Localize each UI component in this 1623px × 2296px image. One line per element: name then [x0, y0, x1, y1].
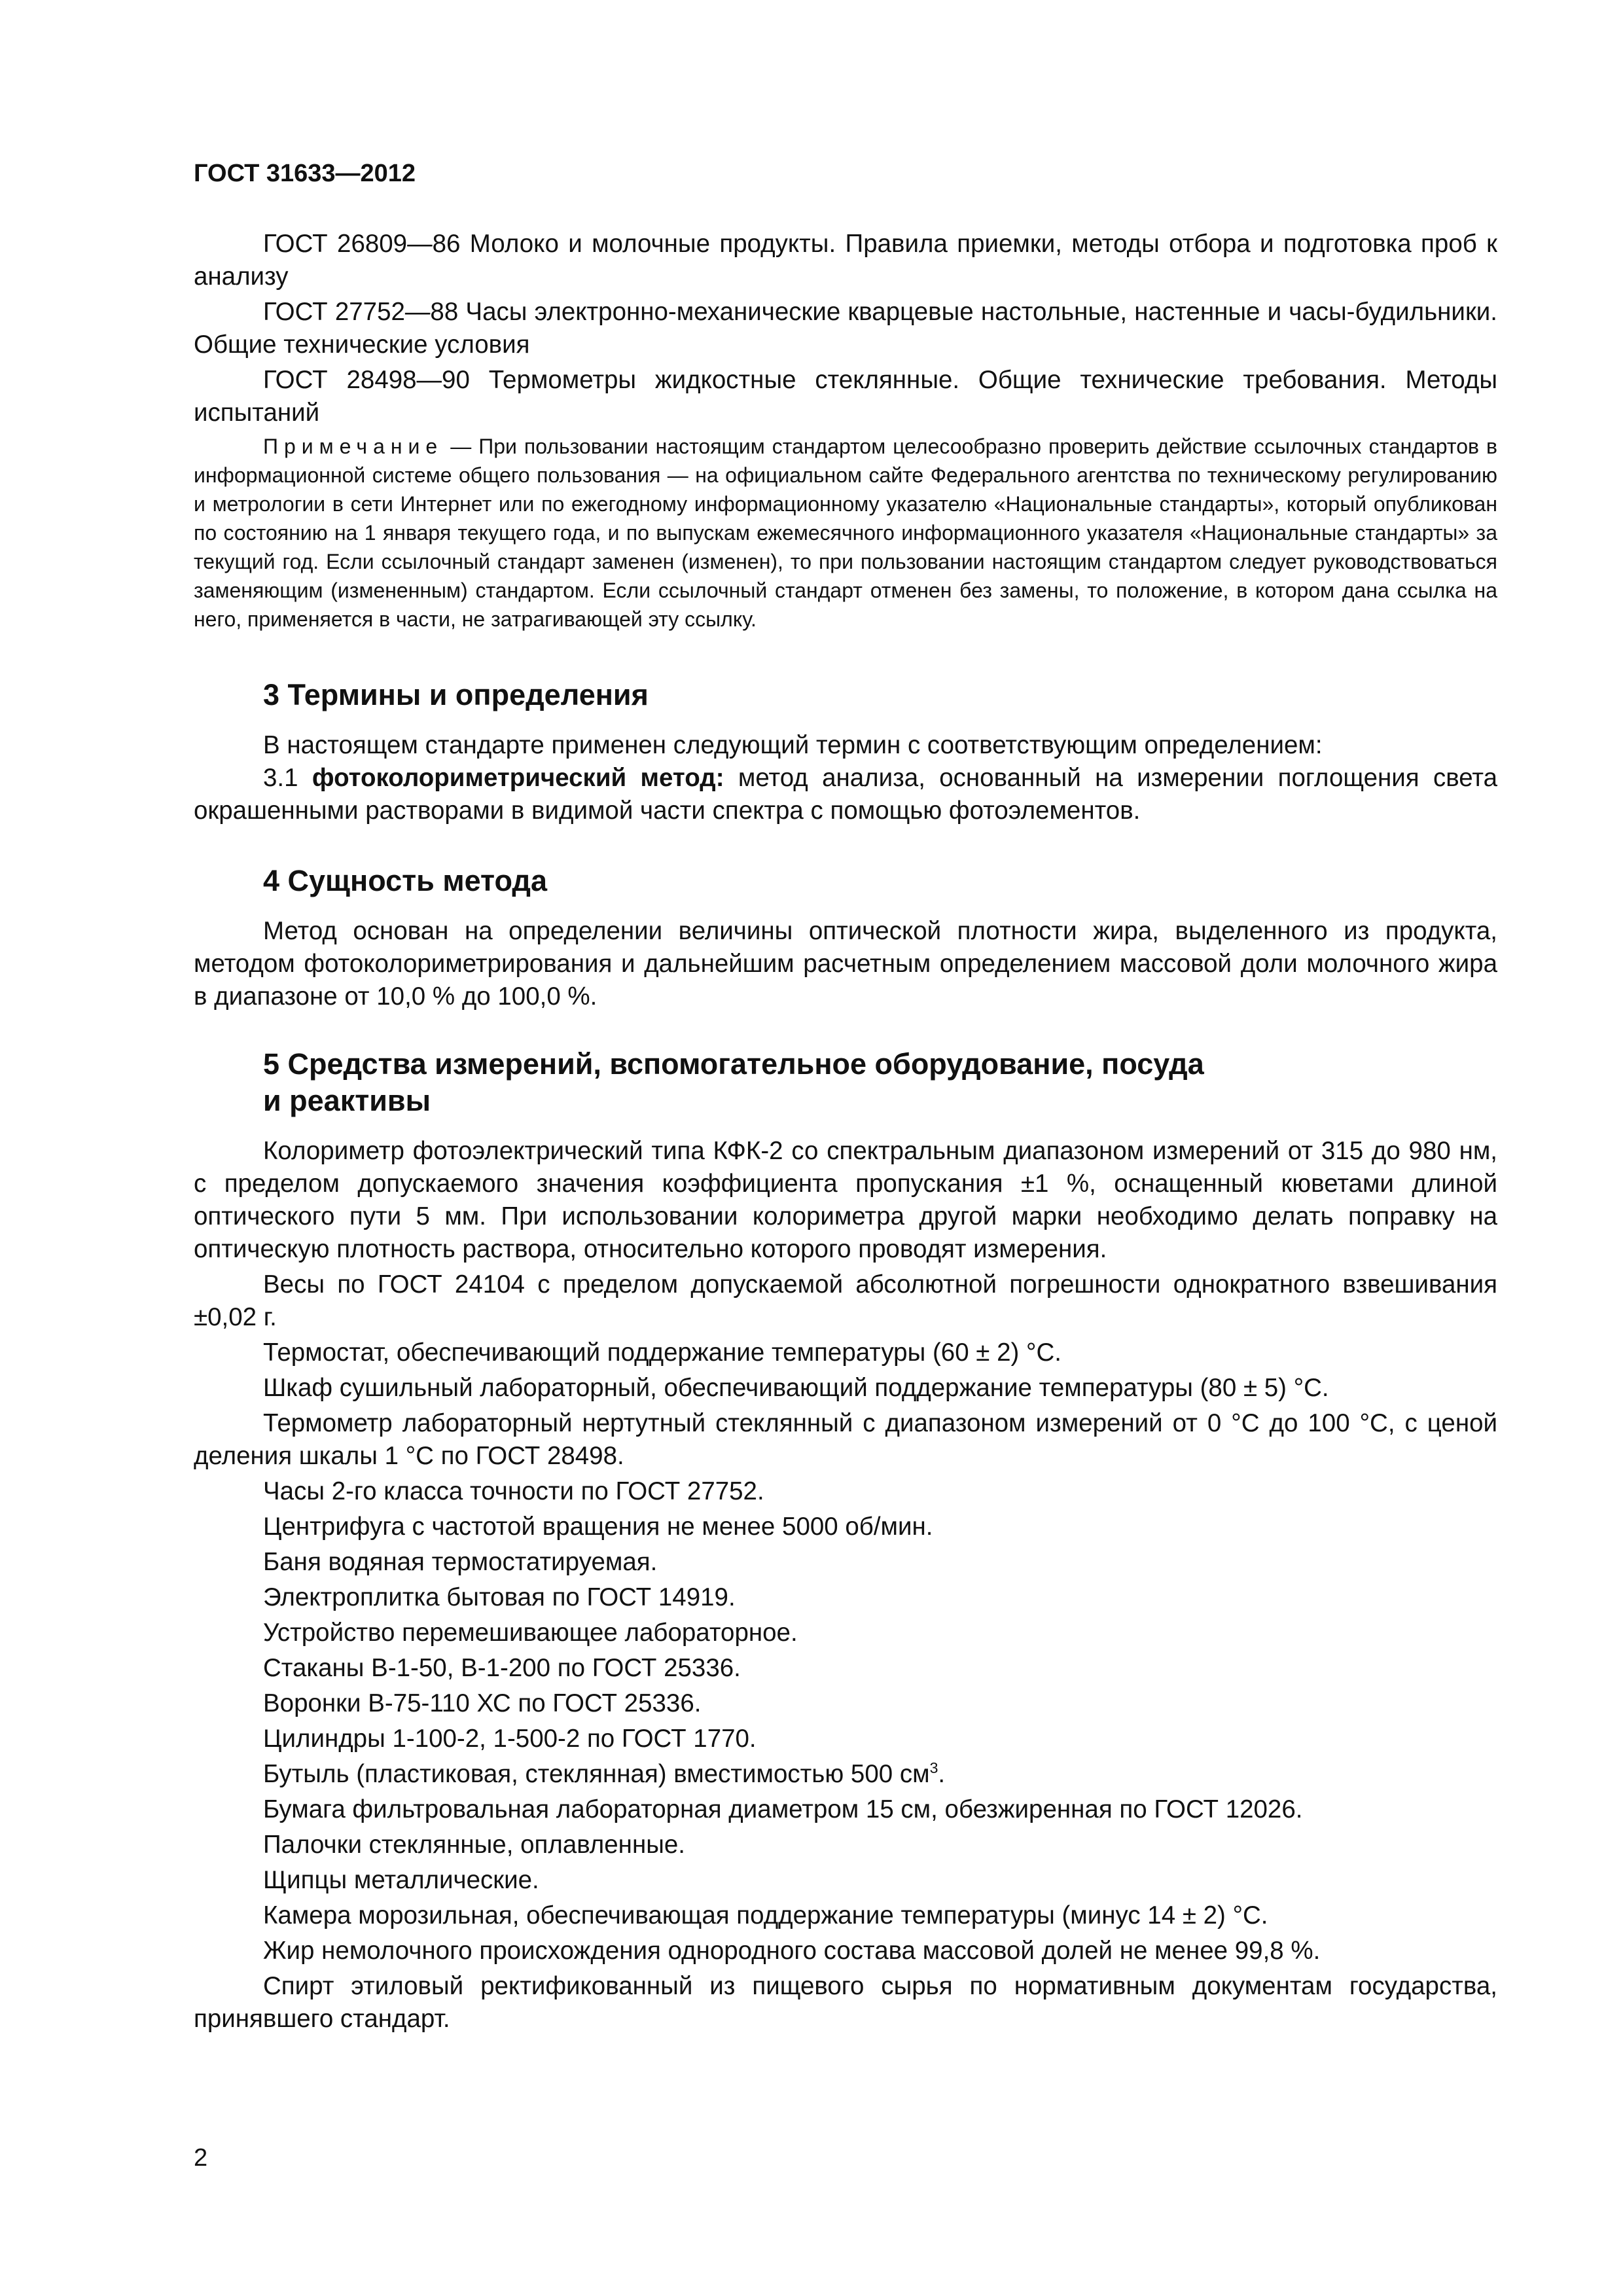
page-content [194, 228, 1497, 2038]
equipment-item: Спирт этиловый ректификованный из пищевого сырья по нормативным документам государства, принявшего стандарт. [194, 1972, 1497, 2033]
note-label: Примечание [263, 435, 444, 458]
equipment-item: Электроплитка бытовая по ГОСТ 14919. [263, 1583, 736, 1611]
equipment-item: Жир немолочного происхождения однородного состава массовой долей не менее 99,8 %. [263, 1937, 1321, 1965]
reference-list [194, 228, 1497, 429]
equipment-list [194, 1135, 1497, 2036]
equipment-item: Палочки стеклянные, оплавленные. [263, 1831, 685, 1859]
section-heading-method: 4 Сущность метода [263, 864, 547, 897]
equipment-item: Камера морозильная, обеспечивающая поддержание температуры (минус 14 ± 2) °С. [263, 1901, 1268, 1929]
note-text: — При пользовании настоящим стандартом целесообразно проверить действие ссылочных стандартов в информационной системе общего пользования — на официальном сайте Федерального агентства по техническому регулированию и метрологии в сети Интернет или по ежегодному информационному указателю «Национальные стандарты», который опубликован по состоянию на 1 января текущего года, и по выпускам ежемесячного информационного указателя «Национальные стандарты» за текущий год. Если ссылочный стандарт заменен (изменен), то при пользовании настоящим стандартом следует руководствоваться заменяющим (измененным) стандартом. Если ссылочный стандарт отменен без замены, то положение, в котором дана ссылка на него, применяется в части, не затрагивающей эту ссылку. [194, 435, 1497, 631]
equipment-item: Термостат, обеспечивающий поддержание температуры (60 ± 2) °С. [263, 1338, 1061, 1367]
equipment-item: Воронки В-75-110 ХС по ГОСТ 25336. [263, 1689, 702, 1717]
section3-intro: В настоящем стандарте применен следующий термин с соответствующим определением: [263, 731, 1323, 759]
bottle-end: . [938, 1760, 946, 1788]
equipment-item: Стаканы В-1-50, В-1-200 по ГОСТ 25336. [263, 1654, 741, 1682]
equipment-item: Цилиндры 1-100-2, 1-500-2 по ГОСТ 1770. [263, 1725, 757, 1753]
equipment-item: Бумага фильтровальная лабораторная диаметром 15 см, обезжиренная по ГОСТ 12026. [263, 1795, 1303, 1823]
equipment-item: Центрифуга с частотой вращения не менее 5000 об/мин. [263, 1513, 933, 1541]
bottle-text: Бутыль (пластиковая, стеклянная) вместимостью 500 см [263, 1760, 930, 1788]
equipment-item: Весы по ГОСТ 24104 с пределом допускаемой абсолютной погрешности однократного взвешивания ±0,02 г. [194, 1270, 1497, 1331]
reference-item: ГОСТ 26809—86 Молоко и молочные продукты. Правила приемки, методы отбора и подготовка проб к анализу [194, 230, 1497, 291]
equipment-item: Щипцы металлические. [263, 1866, 539, 1894]
equipment-item: Колориметр фотоэлектрический типа КФК-2 со спектральным диапазоном измерений от 315 до 980 нм, с пределом допускаемого значения коэффициента пропускания ±1 %, оснащенный кюветами длиной оптического пути 5 мм. При использовании колориметра другой марки необходимо делать поправку на оптическую плотность раствора, относительно которого проводят измерения. [194, 1137, 1497, 1263]
document-header: ГОСТ 31633—2012 [194, 160, 416, 187]
equipment-item: Термометр лабораторный нертутный стеклянный с диапазоном измерений от 0 °С до 100 °С, с ценой деления шкалы 1 °С по ГОСТ 28498. [194, 1409, 1497, 1470]
equipment-item: Устройство перемешивающее лабораторное. [263, 1619, 798, 1647]
heading-line-2: и реактивы [263, 1084, 431, 1117]
term-name: фотоколориметрический метод: [312, 764, 724, 792]
term-text: метод анализа, основанный на измерении поглощения света окрашенными растворами в видимой части спектра с помощью фотоэлементов. [194, 764, 1498, 825]
bottle-superscript: 3 [929, 1759, 938, 1777]
page-number: 2 [194, 2144, 208, 2172]
equipment-item: Баня водяная термостатируемая. [263, 1548, 658, 1576]
section-heading-terms: 3 Термины и определения [263, 678, 649, 711]
reference-item: ГОСТ 27752—88 Часы электронно-механические кварцевые настольные, настенные и часы-будильники. Общие технические условия [194, 298, 1497, 359]
section-heading-equipment [194, 1046, 1497, 1119]
equipment-item [194, 1758, 1497, 1791]
term-number: 3.1 [263, 764, 312, 792]
reference-item: ГОСТ 28498—90 Термометры жидкостные стеклянные. Общие технические требования. Методы испытаний [194, 366, 1497, 427]
heading-line-1: 5 Средства измерений, вспомогательное оборудование, посуда [263, 1047, 1204, 1081]
note-paragraph [194, 432, 1497, 634]
term-definition [194, 762, 1497, 827]
section4-text: Метод основан на определении величины оптической плотности жира, выделенного из продукта, методом фотоколориметрирования и дальнейшим расчетным определением массовой доли молочного жира в диапазоне от 10,0 % до 100,0 %. [194, 917, 1497, 1011]
equipment-item: Шкаф сушильный лабораторный, обеспечивающий поддержание температуры (80 ± 5) °С. [263, 1374, 1329, 1402]
equipment-item: Часы 2-го класса точности по ГОСТ 27752. [263, 1477, 764, 1505]
